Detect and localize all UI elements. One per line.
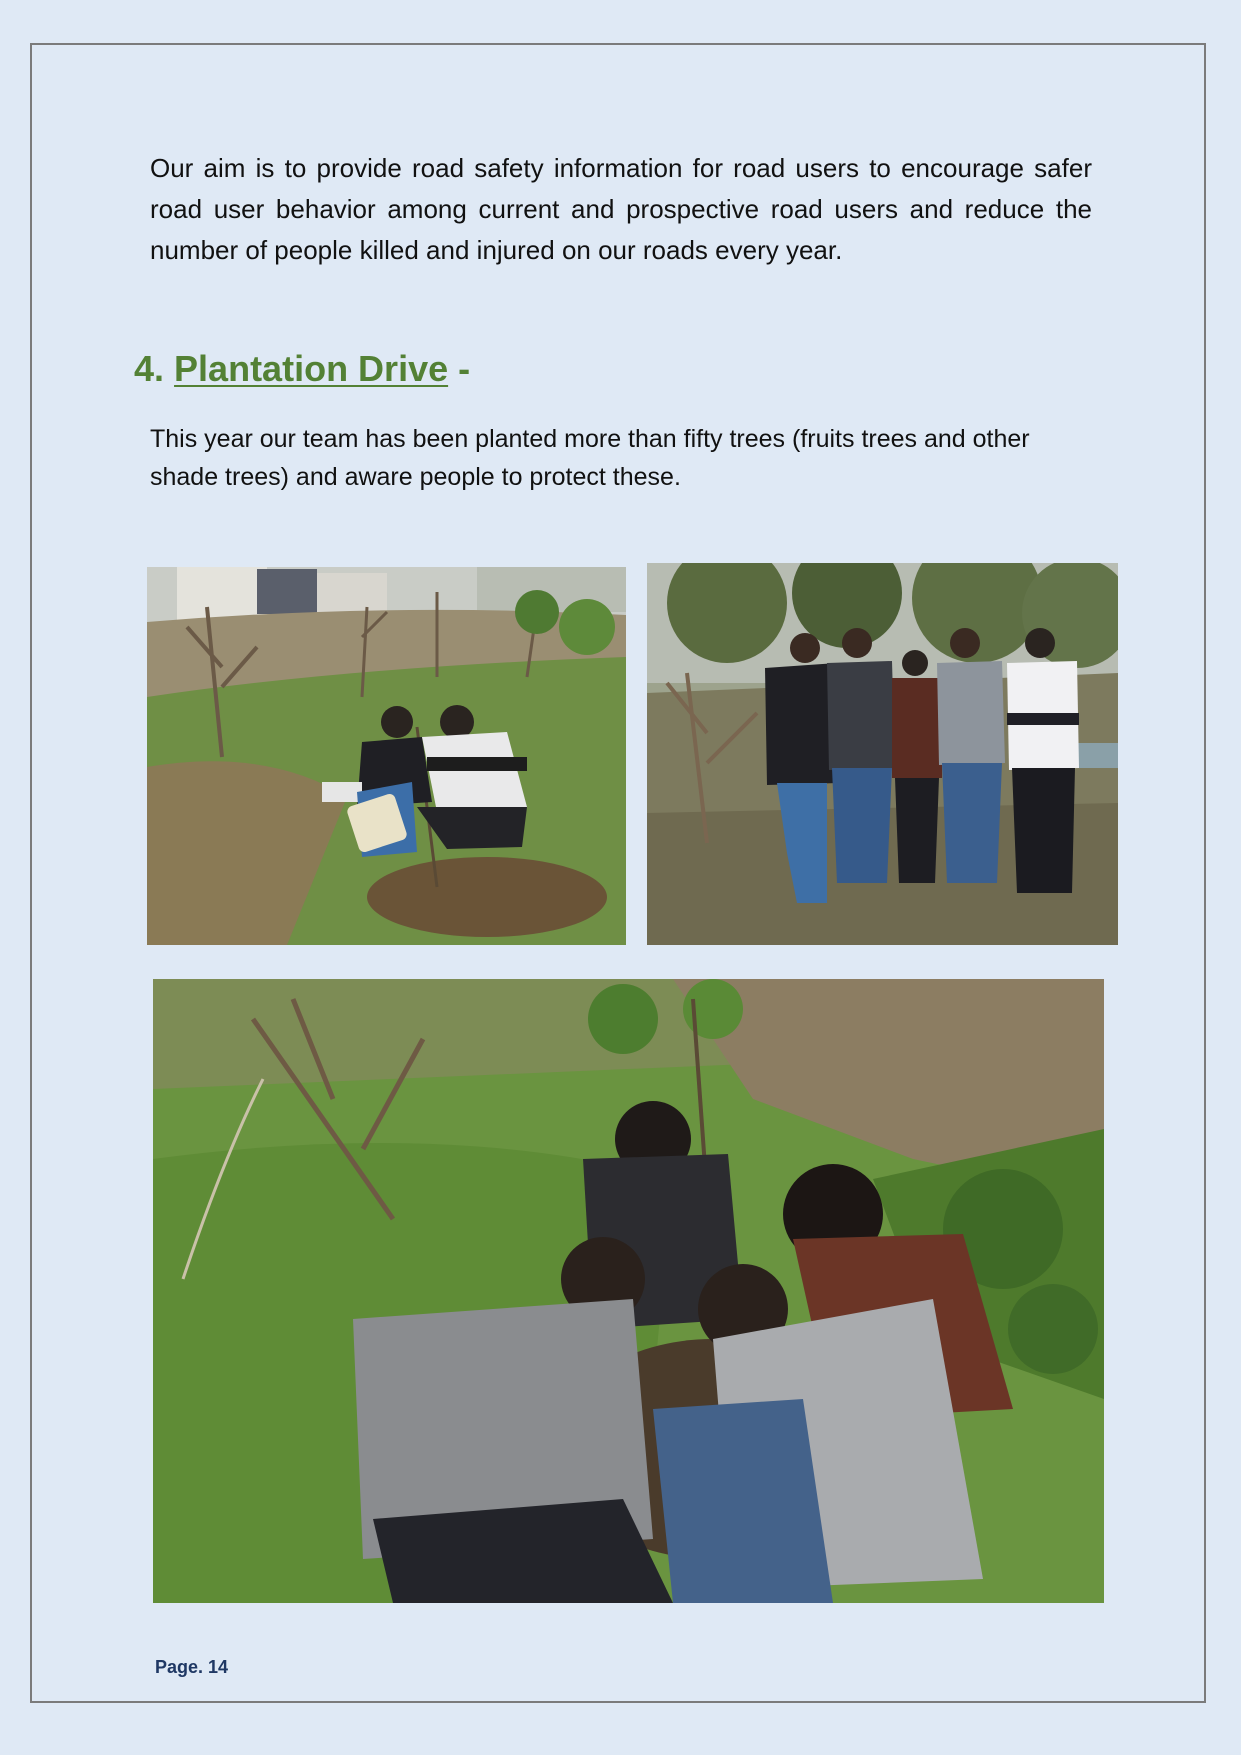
photo-team-group [647, 563, 1118, 945]
section-body: This year our team has been planted more than fifty trees (fruits trees and other shade trees) and aware people to protect these. [150, 425, 1030, 491]
photo-planting-pair [147, 567, 626, 945]
photo-planting-closeup [153, 979, 1104, 1603]
section-title: Plantation Drive [174, 348, 449, 389]
section-heading [134, 348, 470, 390]
page-number: Page. 14 [155, 1657, 229, 1677]
intro-paragraph: Our aim is to provide road safety information for road users to encourage safer road user behavior among current and prospective road users and reduce the number of people killed and injured on our roads every year. [150, 153, 1092, 265]
section-heading-dash: - [458, 348, 471, 389]
section-number: 4. [134, 348, 165, 389]
